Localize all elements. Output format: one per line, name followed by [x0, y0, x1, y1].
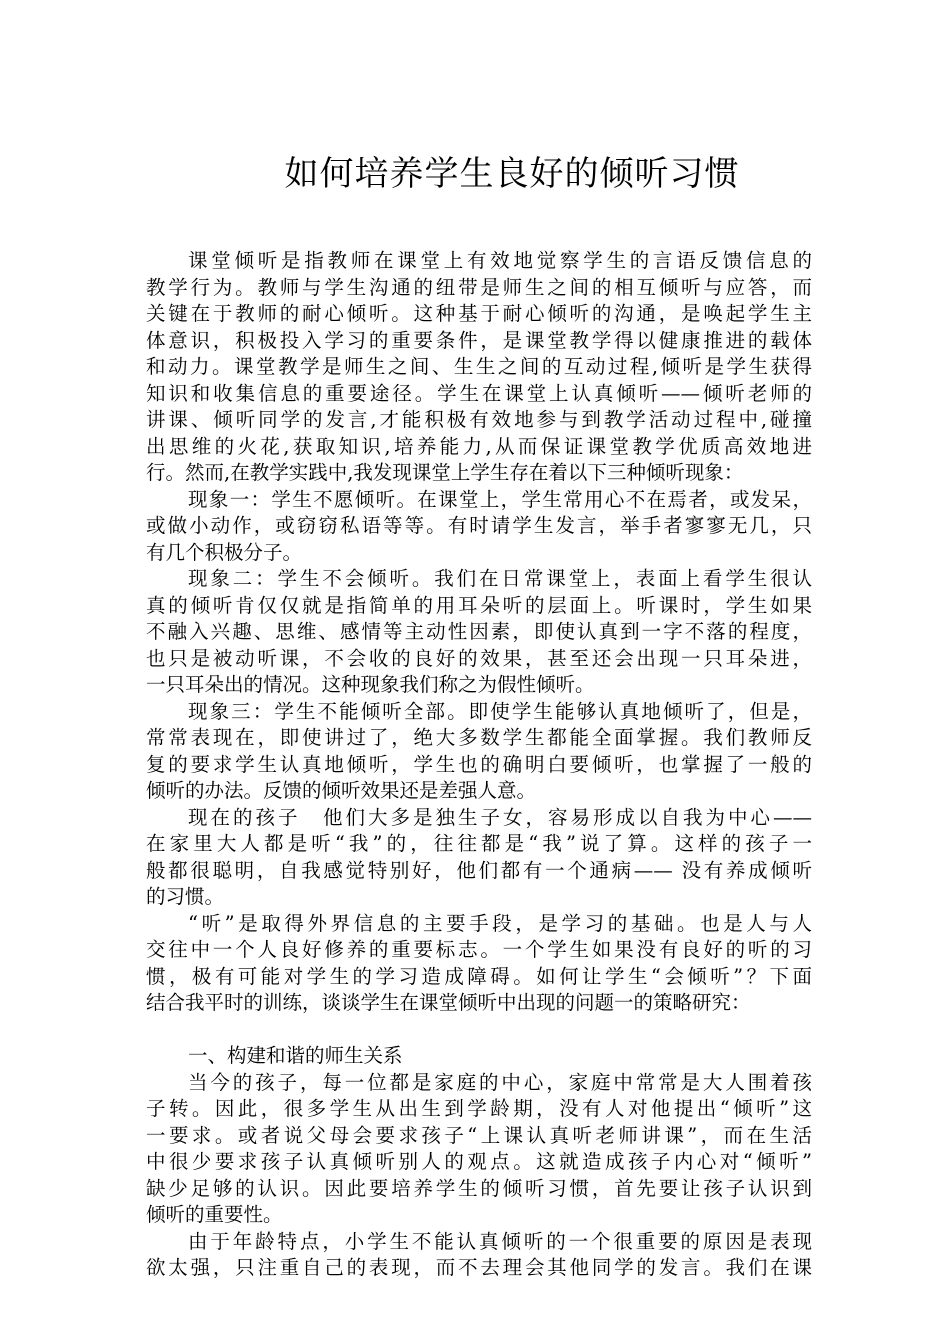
text-line: 现象一：学生不愿倾听。在课堂上，学生常用心不在焉者，或发呆，: [188, 487, 812, 511]
text-line: 教学行为。教师与学生沟通的纽带是师生之间的相互倾听与应答，而: [146, 275, 812, 299]
text-line: 也只是被动听课，不会收的良好的效果，甚至还会出现一只耳朵进，: [146, 646, 812, 670]
text-line: 知识和收集信息的重要途径。学生在课堂上认真倾听——倾听老师的: [146, 381, 812, 405]
text-line: 和动力。课堂教学是师生之间、生生之间的互动过程,倾听是学生获得: [146, 355, 812, 378]
text-line: 一只耳朵出的情况。这种现象我们称之为假性倾听。: [146, 673, 595, 696]
text-line: 在家里大人都是听“我”的，往往都是“我”说了算。这样的孩子一: [146, 832, 812, 855]
text-line: 不融入兴趣、思维、感情等主动性因素，即使认真到一字不落的程度，: [146, 620, 812, 643]
text-line: “听”是取得外界信息的主要手段，是学习的基础。也是人与人: [188, 911, 812, 935]
text-line: 复的要求学生认真地倾听，学生也的确明白要倾听，也掌握了一般的: [146, 752, 812, 776]
text-line: 般都很聪明，自我感觉特别好，他们都有一个通病—— 没有养成倾听: [146, 858, 812, 882]
text-line: 中很少要求孩子认真倾听别人的观点。这就造成孩子内心对“倾听”: [146, 1150, 812, 1173]
document-title: 如何培养学生良好的倾听习惯: [284, 154, 740, 194]
text-line: 倾听的办法。反馈的倾听效果还是差强人意。: [146, 779, 537, 802]
text-line: 现象二：学生不会倾听。我们在日常课堂上，表面上看学生很认: [188, 567, 812, 590]
text-line: 讲课、倾听同学的发言,才能积极有效地参与到教学活动过程中,碰撞: [146, 408, 812, 431]
text-line: 真的倾听肯仅仅就是指简单的用耳朵听的层面上。听课时，学生如果: [146, 593, 812, 617]
text-line: 惯，极有可能对学生的学习造成障碍。如何让学生“会倾听”？下面: [146, 964, 812, 988]
text-line: 结合我平时的训练，谈谈学生在课堂倾听中出现的问题一的策略研究：: [146, 991, 751, 1014]
text-line: 一要求。或者说父母会要求孩子“上课认真听老师讲课”，而在生活: [146, 1123, 812, 1147]
text-line: 出思维的火花,获取知识,培养能力,从而保证课堂教学优质高效地进: [146, 434, 812, 458]
blank-line: [146, 1017, 812, 1044]
text-line: 或做小动作，或窃窃私语等等。有时请学生发言，举手者寥寥无几，只: [146, 514, 812, 537]
text-line: 的习惯。: [146, 885, 225, 908]
text-line: 倾听的重要性。: [146, 1203, 283, 1226]
text-line: 缺少足够的认识。因此要培养学生的倾听习惯，首先要让孩子认识到: [146, 1176, 812, 1200]
text-line: 行。然而,在教学实践中,我发现课堂上学生存在着以下三种倾听现象：: [146, 461, 744, 484]
text-line: 现象三：学生不能倾听全部。即使学生能够认真地倾听了，但是，: [188, 699, 812, 723]
text-line: 欲太强，只注重自己的表现，而不去理会其他同学的发言。我们在课: [146, 1256, 812, 1279]
text-line: 课堂倾听是指教师在课堂上有效地觉察学生的言语反馈信息的: [188, 249, 812, 272]
text-line: 子转。因此，很多学生从出生到学龄期，没有人对他提出“倾听”这: [146, 1097, 812, 1120]
text-line: 关键在于教师的耐心倾听。这种基于耐心倾听的沟通，是唤起学生主: [146, 302, 812, 325]
text-line: 常常表现在，即使讲过了，绝大多数学生都能全面掌握。我们教师反: [146, 726, 812, 749]
document-body: [146, 248, 812, 1282]
text-line: 交往中一个人良好修养的重要标志。一个学生如果没有良好的听的习: [146, 938, 812, 961]
text-line: 现在的孩子 他们大多是独生子女，容易形成以自我为中心——: [188, 805, 812, 829]
text-line: 由于年龄特点，小学生不能认真倾听的一个很重要的原因是表现: [188, 1229, 812, 1253]
text-line: 一、构建和谐的师生关系: [188, 1044, 403, 1067]
text-line: 当今的孩子，每一位都是家庭的中心，家庭中常常是大人围着孩: [188, 1070, 812, 1094]
text-line: 有几个积极分子。: [146, 540, 303, 564]
text-line: 体意识，积极投入学习的重要条件，是课堂教学得以健康推进的载体: [146, 328, 812, 352]
